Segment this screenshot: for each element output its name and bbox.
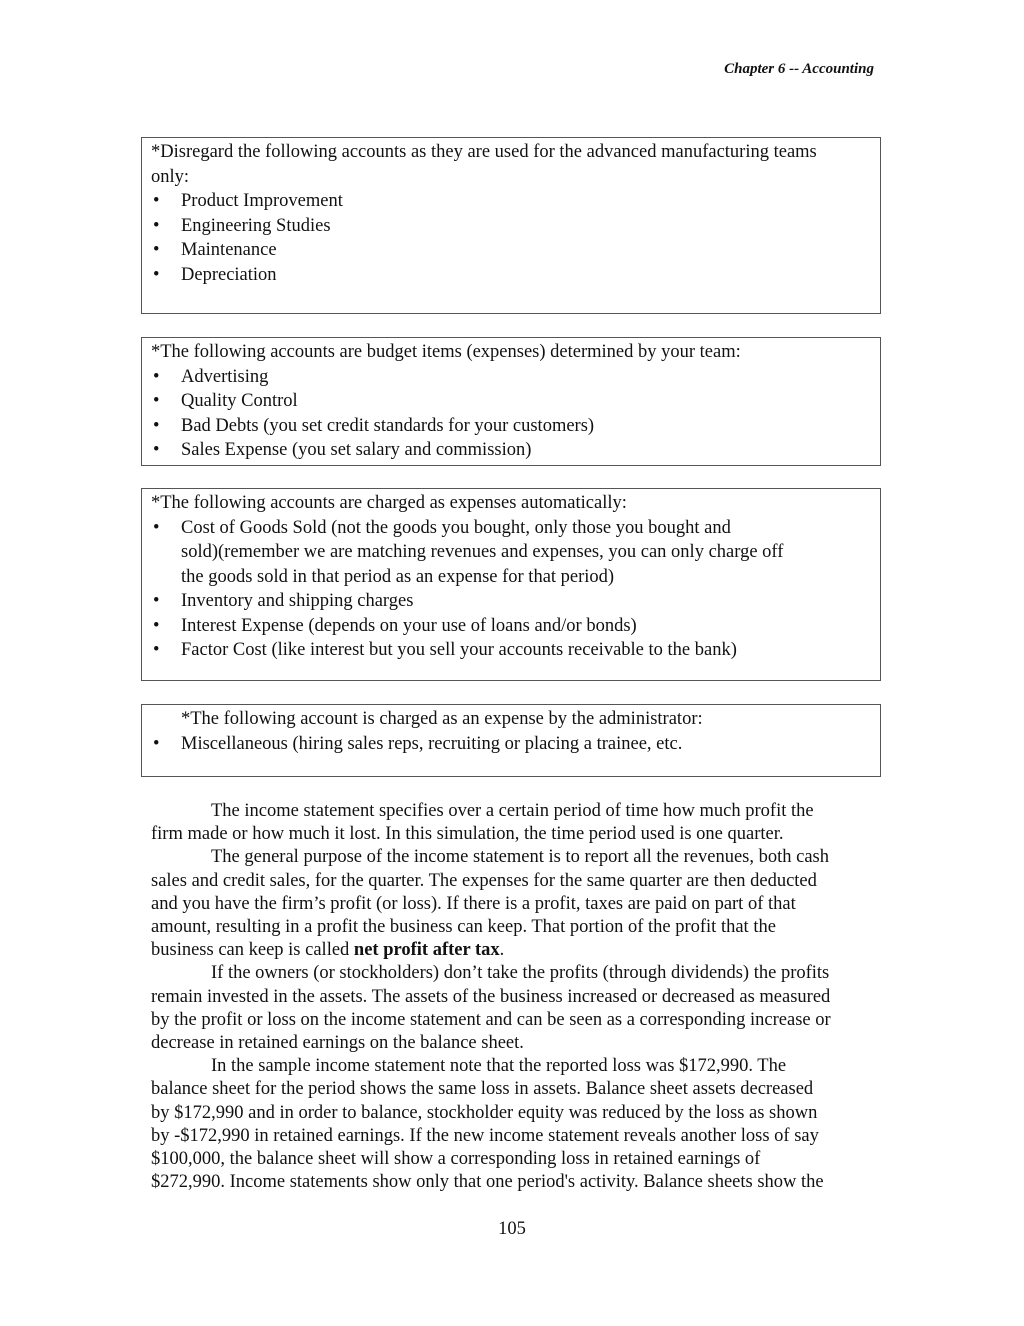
text-line: $272,990. Income statements show only that one period's activity. Balance sheets show the bbox=[151, 1172, 824, 1193]
bullet-list bbox=[151, 365, 870, 463]
text-line: by $172,990 and in order to balance, stockholder equity was reduced by the loss as shown bbox=[151, 1102, 818, 1123]
text-line: amount, resulting in a profit the business can keep. That portion of the profit that the bbox=[151, 917, 776, 938]
bullet-list bbox=[151, 516, 870, 663]
page-number: 105 bbox=[498, 1219, 526, 1239]
list-item-line: the goods sold in that period as an expense for that period) bbox=[181, 566, 615, 587]
text-line: If the owners (or stockholders) don’t take the profits (through dividends) the profits bbox=[211, 963, 830, 984]
bullet-list bbox=[151, 732, 870, 757]
automatic-expenses-box bbox=[141, 488, 881, 681]
bullet-list bbox=[151, 189, 870, 287]
list-item: • Engineering Studies bbox=[151, 214, 870, 239]
text-line: balance sheet for the period shows the same loss in assets. Balance sheet assets decreased bbox=[151, 1079, 814, 1100]
list-item: • Inventory and shipping charges bbox=[151, 589, 870, 614]
list-item-line: sold)(remember we are matching revenues and expenses, you can only charge off bbox=[181, 542, 784, 562]
text-line: and you have the firm’s profit (or loss). If there is a profit, taxes are paid on part of that bbox=[151, 893, 796, 914]
paragraph bbox=[151, 962, 876, 1055]
list-item: • Miscellaneous (hiring sales reps, recruiting or placing a trainee, etc. bbox=[151, 732, 870, 757]
bold-term: net profit after tax bbox=[353, 940, 500, 961]
list-item: • Maintenance bbox=[151, 238, 870, 263]
box-intro: *The following account is charged as an expense by the administrator: bbox=[181, 709, 703, 729]
text-line: decrease in retained earnings on the balance sheet. bbox=[151, 1033, 524, 1054]
list-item bbox=[151, 516, 870, 590]
text-fragment: . bbox=[499, 940, 505, 961]
text-line: In the sample income statement note that the reported loss was $172,990. The bbox=[211, 1056, 787, 1077]
list-item: • Product Improvement bbox=[151, 189, 870, 214]
body-text bbox=[151, 800, 876, 1194]
text-line: remain invested in the assets. The assets of the business increased or decreased as measured bbox=[151, 986, 831, 1007]
budget-items-box bbox=[141, 337, 881, 466]
text-line bbox=[151, 939, 876, 962]
text-line: sales and credit sales, for the quarter. The expenses for the same quarter are then deducted bbox=[151, 870, 817, 891]
box-intro-continued: only: bbox=[151, 166, 190, 187]
paragraph bbox=[151, 846, 876, 962]
list-item: • Bad Debts (you set credit standards for your customers) bbox=[151, 414, 870, 439]
text-line: $100,000, the balance sheet will show a corresponding loss in retained earnings of bbox=[151, 1149, 761, 1170]
paragraph bbox=[151, 800, 876, 846]
list-item: • Interest Expense (depends on your use of loans and/or bonds) bbox=[151, 614, 870, 639]
text-line: The income statement specifies over a certain period of time how much profit the bbox=[211, 801, 814, 821]
text-line: firm made or how much it lost. In this simulation, the time period used is one quarter. bbox=[151, 824, 784, 845]
administrator-expense-box bbox=[141, 704, 881, 777]
box-intro: *The following accounts are budget items (expenses) determined by your team: bbox=[151, 342, 741, 362]
text-line: by -$172,990 in retained earnings. If the new income statement reveals another loss of say bbox=[151, 1125, 819, 1146]
running-header: Chapter 6 -- Accounting bbox=[724, 61, 874, 77]
text-fragment: business can keep is called bbox=[151, 940, 354, 961]
box-intro: *Disregard the following accounts as they are used for the advanced manufacturing teams bbox=[151, 142, 817, 162]
box-intro: *The following accounts are charged as expenses automatically: bbox=[151, 493, 627, 513]
list-item: • Factor Cost (like interest but you sell your accounts receivable to the bank) bbox=[151, 638, 870, 663]
list-item: • Sales Expense (you set salary and commission) bbox=[151, 438, 870, 463]
text-line: by the profit or loss on the income statement and can be seen as a corresponding increase or bbox=[151, 1009, 831, 1030]
list-item: • Quality Control bbox=[151, 389, 870, 414]
text-line: The general purpose of the income statement is to report all the revenues, both cash bbox=[211, 847, 829, 868]
disregard-accounts-box bbox=[141, 137, 881, 314]
list-item: • Advertising bbox=[151, 365, 870, 390]
list-item-line: • Cost of Goods Sold (not the goods you bought, only those you bought and bbox=[181, 517, 731, 538]
list-item: • Depreciation bbox=[151, 263, 870, 288]
paragraph bbox=[151, 1055, 876, 1194]
